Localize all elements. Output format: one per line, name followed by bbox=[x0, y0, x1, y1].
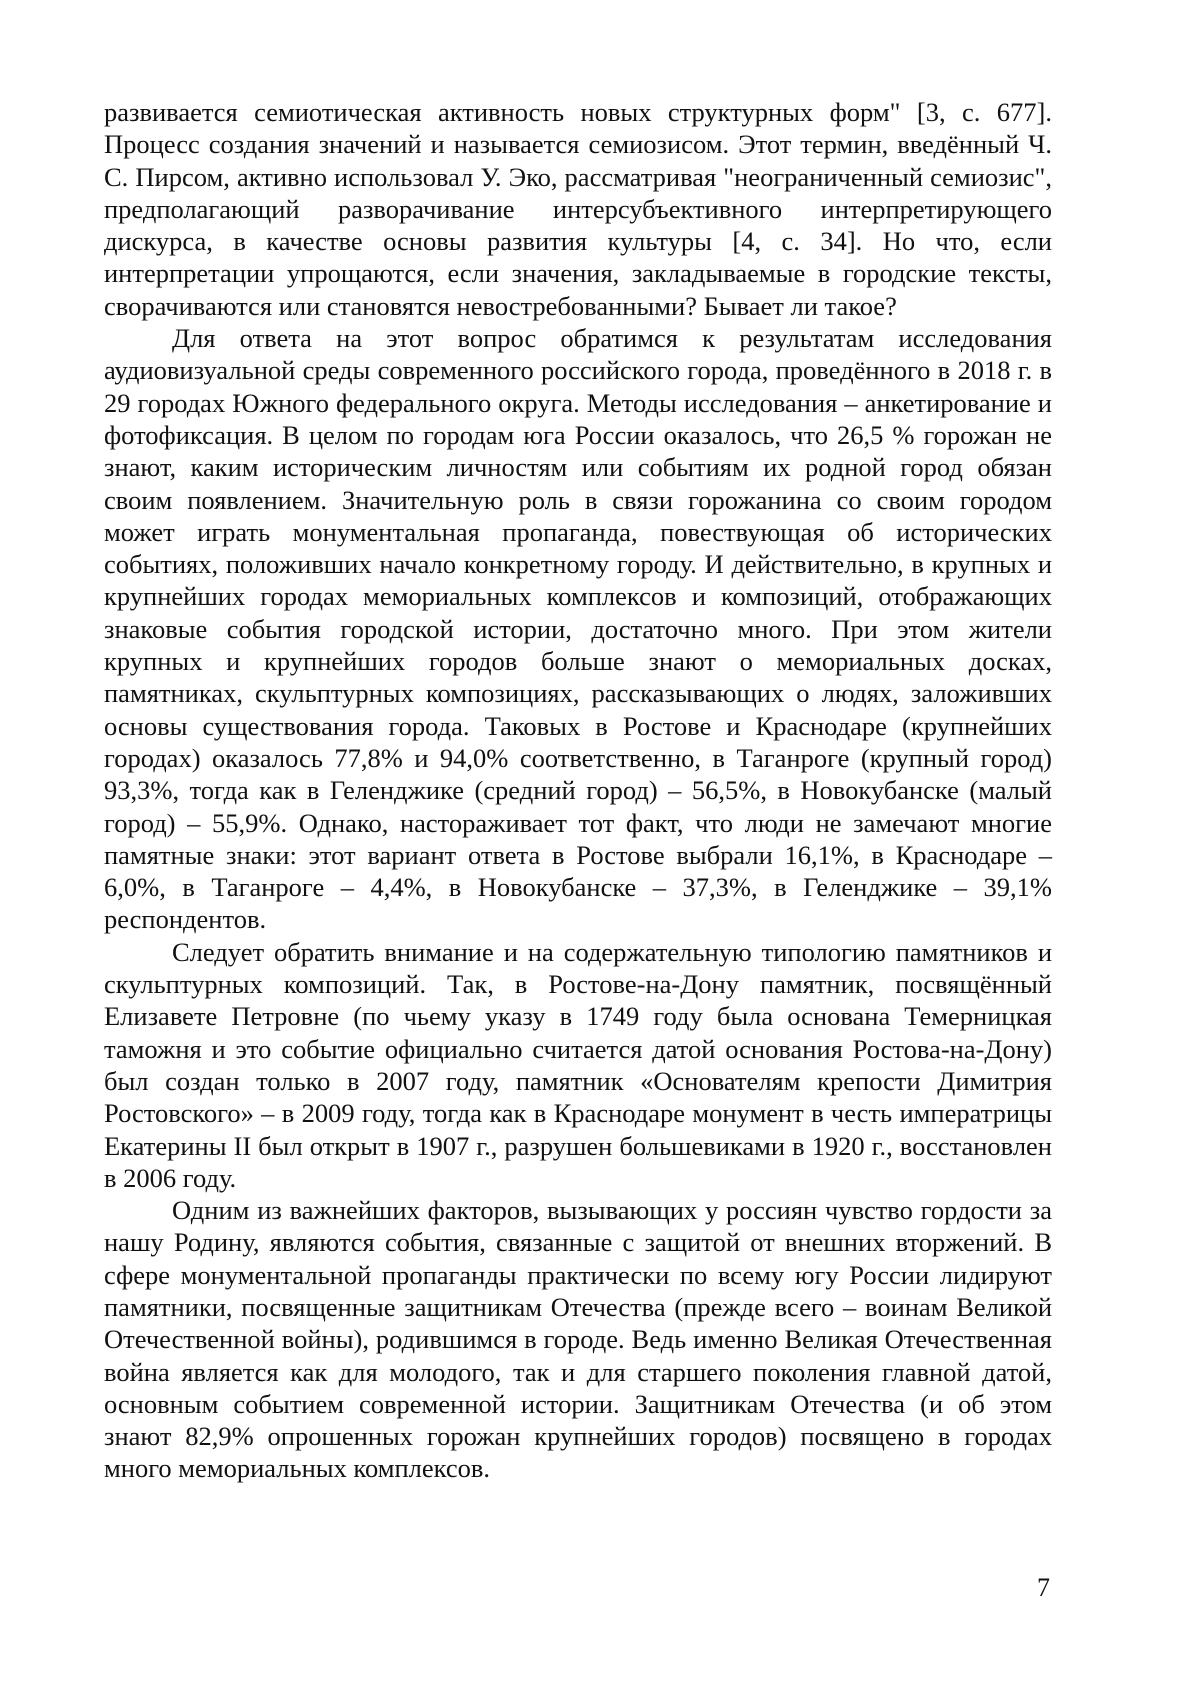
paragraph-3: Следует обратить внимание и на содержательную типологию памятников и скульптурных композиций. Так, в Ростове-на-Дону памятник, посвящённый Елизавете Петровне (по чьему указу в 1749 году была основана Темерницкая таможня и это событие официально считается датой основания Ростова-на-Дону) был создан только в 2007 году, памятник «Основателям крепости Димитрия Ростовского» – в 2009 году, тогда как в Краснодаре монумент в честь императрицы Екатерины II был открыт в 1907 г., разрушен большевиками в 1920 г., восстановлен в 2006 году. bbox=[104, 936, 1052, 1193]
paragraph-4: Одним из важнейших факторов, вызывающих у россиян чувство гордости за нашу Родину, являются события, связанные с защитой от внешних вторжений. В сфере монументальной пропаганды практически по всему югу России лидируют памятники, посвященные защитникам Отечества (прежде всего – воинам Великой Отечественной войны), родившимся в городе. Ведь именно Великая Отечественная война является как для молодого, так и для старшего поколения главной датой, основным событием современной истории. Защитникам Отечества (и об этом знают 82,9% опрошенных горожан крупнейших городов) посвящено в городах много мемориальных комплексов. bbox=[104, 1195, 1052, 1484]
paragraph-2: Для ответа на этот вопрос обратимся к результатам исследования аудиовизуальной среды современного российского города, проведённого в 2018 г. в 29 городах Южного федерального округа. Методы исследования – анкетирование и фотофиксация. В целом по городам юга России оказалось, что 26,5 % горожан не знают, каким историческим личностям или событиям их родной город обязан своим появлением. Значительную роль в связи горожанина со своим городом может играть монументальная пропаганда, повествующая об исторических событиях, положивших начало конкретному городу. И действительно, в крупных и крупнейших городах мемориальных комплексов и композиций, отображающих знаковые события городской истории, достаточно много. При этом жители крупных и крупнейших городов больше знают о мемориальных досках, памятниках, скульптурных композициях, рассказывающих о людях, заложивших основы существования города. Таковых в Ростове и Краснодаре (крупнейших городах) оказалось 77,8% и 94,0% соответственно, в Таганроге (крупный город) 93,3%, тогда как в Геленджике (средний город) – 56,5%, в Новокубанске (малый город) – 55,9%. Однако, настораживает тот факт, что люди не замечают многие памятные знаки: этот вариант ответа в Ростове выбрали 16,1%, в Краснодаре – 6,0%, в Таганроге – 4,4%, в Новокубанске – 37,3%, в Геленджике – 39,1% респондентов. bbox=[104, 323, 1052, 935]
body-text bbox=[104, 96, 1052, 1485]
page-number: 7 bbox=[1037, 1573, 1050, 1602]
paragraph-1: развивается семиотическая активность новых структурных форм" [3, с. 677]. Процесс создания значений и называется семиозисом. Этот термин, введённый Ч. С. Пирсом, активно использовал У. Эко, рассматривая "неограниченный семиозис", предполагающий разворачивание интерсубъективного интерпретирующего дискурса, в качестве основы развития культуры [4, с. 34]. Но что, если интерпретации упрощаются, если значения, закладываемые в городские тексты, сворачиваются или становятся невостребованными? Бывает ли такое? bbox=[104, 97, 1052, 321]
